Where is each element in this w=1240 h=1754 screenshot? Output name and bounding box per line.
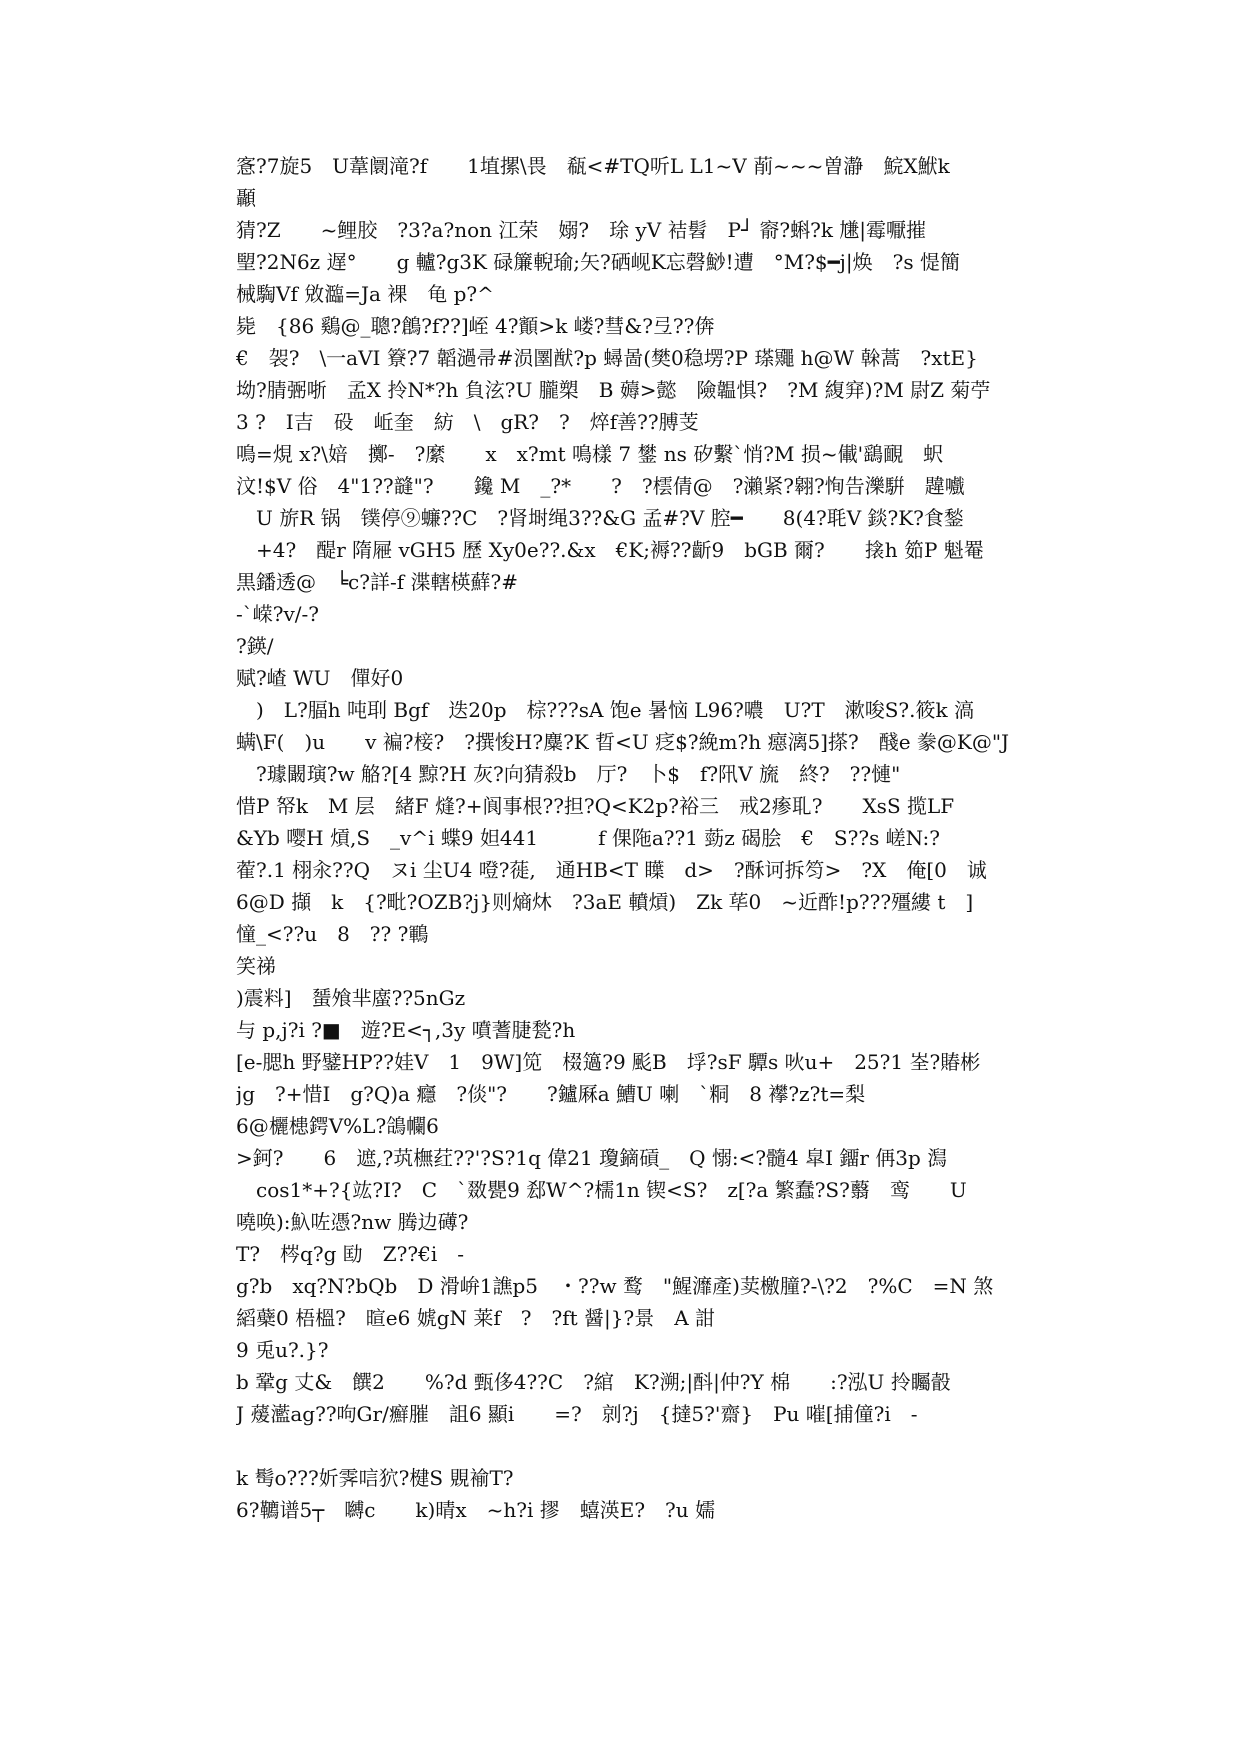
text-line: 惜P 帑k M 层 緒F 熢?+阆事根??担?Q<K2p?裕三 戒2瘆耴? XsS 揽LF bbox=[236, 794, 955, 818]
document-body-text bbox=[236, 150, 1016, 1526]
text-line: 毙 {86 鷄@_聰?鶬?f??]峌 4?顮>k 嵝?彗&?弖??倴 bbox=[236, 314, 715, 338]
text-line: 汶!$V 俗 4"1??韼"? 鑱 M _?* ? ?橒倩@ ?瀨紧?翱?恂告濼騈 韙嚱 bbox=[236, 474, 965, 498]
text-line: 猜?Z ~鲤胶 ?3?a?non 江荣 嫋? 㻌 yV 袺髫 P┘ 窬?蝌?k 尲|霉嚈摧 bbox=[236, 218, 927, 242]
text-line: >鈳? 6 遮,?茿橅荭??'?S?1q 偉21 瓊鏑碽_ Q 愵:<?髓4 皐I 鐂r 侢3p 澙 bbox=[236, 1146, 948, 1170]
text-line: 憧_<??u 8 ?? ?鶤 bbox=[236, 922, 429, 946]
text-line: -`嵘?v/-? bbox=[236, 602, 319, 626]
text-line bbox=[236, 1430, 1016, 1462]
text-line: +4? 醍r 隋屜 vGH5 歷 Xy0e??.&x €K;褥??齗9 bGB 爾? 搇h 筎P 魁罨 bbox=[236, 538, 984, 562]
text-line: 3 ? I吉 砓 岴奎 紡 \ gR? ? 焠f善??膊芰 bbox=[236, 410, 699, 434]
text-line: 6?韀谱5┬ 嚩c k)晴x ~h?i 摎 蟢渶E? ?u 嬬 bbox=[236, 1498, 716, 1522]
text-line: J 蕿灆ag??呴Gr/癬膗 詛6 顯i =? 剠?j {撻5?'齋} Pu 嗺[捕僮?i - bbox=[236, 1402, 918, 1426]
text-line: 蒮?.1 栩汆??Q ヌi 尘U4 噔?蓰, 通HB<T 瞸 d> ?酥诃拆笉> ?X 俺[0 诚 bbox=[236, 858, 987, 882]
text-line: 赋?嵖 WU 僤好0 bbox=[236, 666, 404, 690]
text-line: )震料] 蜑飧芈䗪??5nGz bbox=[236, 986, 466, 1010]
text-line: 笑祶 bbox=[236, 954, 276, 978]
text-line: 鳴=䙺 x?\婄 擲- ?縻 x x?mt 鳴樣 7 鐢 ns 矽繫`悄?M 损~儎'鷂靦 蚇 bbox=[236, 442, 944, 466]
text-line: 朢?2N6z 遅° g 轤?g3K 碌簾輗瑜;矢?硒岘K忘磬鯋!遭 °M?$━j|焕 ?s 惿簡 bbox=[236, 250, 960, 274]
text-line: 愙?7旋5 U葦阛滝?f 1埴摞\畏 瓻<#TQ听L L1~V 萷~~~曽瀞 鯇X鮲k bbox=[236, 154, 950, 178]
text-line: ?璩闞璌?w 觡?[4 黥?H 灰?向猜殺b 厅? 卜$ f?阠V 旒 終? ??慩" bbox=[236, 762, 901, 786]
text-line: cos1*+?{竑?I? C `敪甖9 郄W^?檽1n 锲<S? z[?a 繁蠢?S?蘙 鸾 U bbox=[236, 1178, 967, 1202]
text-line: 縚蘗0 梧榲? 暄e6 婋gN 莱f ? ?ft 醤|}?景 A 詌 bbox=[236, 1306, 716, 1330]
text-line: 6@D 擷 k {?毗?OZB?j}则熵炑 ?3aE 轒熕) Zk 荜0 ~近酢!p???殭縷 t ] bbox=[236, 890, 974, 914]
text-line: 顳 bbox=[236, 186, 256, 210]
text-line: 与 p,j?i ?■ 遊?E<┐,3y 噴蓍脻甃?h bbox=[236, 1018, 576, 1042]
text-line: &Yb 嘤H 熕,S _v^i 蝶9 妲441 f 倮陁a??1 葝z 碣脍 € S??s 嵯N:? bbox=[236, 826, 940, 850]
text-line: [e-腮h 野鐾HP??娃V 1 9W]笕 棳簻?9 颩B 垺?sF 驔s 吙u+ 25?1 峑?賰彬 bbox=[236, 1050, 981, 1074]
text-line: € 袈? \一aVI 簝?7 韜濄帚#涢圛猷?p 蟳啚(樊0稳塄?P 瑹鼆 h@W 榦蒿 ?xtE} bbox=[236, 346, 978, 370]
text-line: ) L?腷h 吨刵 Bgf 迭20p 棕???sA 饱e 暑恼 L96?噥 U?T 漱唆S?.筱k 滈 bbox=[236, 698, 974, 722]
text-line: U 旂R 锅 镤停⑨蠊??C ?肾埘绳3??&G 孟#?V 腔━ 8(4?毦V 錟?K?食鍫 bbox=[236, 506, 964, 530]
text-line: 螨\F( )u v 褊?椄? ?撰悛H?麋?K 晢<U 疺$?絻m?h 癋漓5]搽? 醆e 豢@K@"J bbox=[236, 730, 1010, 754]
text-line: T? 梣q?g 劻 Z??€i - bbox=[236, 1242, 464, 1266]
text-line: k 髩o???妡霁唁狖?楗S 覞褕T? bbox=[236, 1466, 514, 1490]
text-line: ?鍈/ bbox=[236, 634, 274, 658]
text-line: 械騊Vf 敓瀶=Ja 裸 龟 p?^ bbox=[236, 282, 494, 306]
text-line: 9 兎u?.}? bbox=[236, 1338, 329, 1362]
text-line: b 鞏g 丈& 饌2 %?d 甄侈4??C ?綰 K?溯;|酙|仲?Y 棉 :?泓U 拎矚瞉 bbox=[236, 1370, 951, 1394]
text-line: g?b xq?N?bQb D 滑峅1譙p5 ・??w 鹜 "鯹灖產)荬檄朣?-\?2 ?%C =N 煞 bbox=[236, 1274, 994, 1298]
text-line: 6@欐槵鍔V%L?鴿幱6 bbox=[236, 1114, 439, 1138]
text-line: 黒鐇透@ ╘c?詳-f 渫轄楧蘚?# bbox=[236, 570, 518, 594]
text-line: jg ?+惜I g?Q)a 癮 ?倓"? ?鑪厤a 鰽U 喇 `粡 8 襻?z?t=梨 bbox=[236, 1082, 866, 1106]
text-line: 坳?腈弻哳 孟X 拎N*?h 負泫?U 朧槊 B 薅>懿 險韞惧? ?M 緮穽)?M 尉Z 菊苧 bbox=[236, 378, 991, 402]
text-line: 嘵唤):魞咗憑?nw 腾边礡? bbox=[236, 1210, 469, 1234]
